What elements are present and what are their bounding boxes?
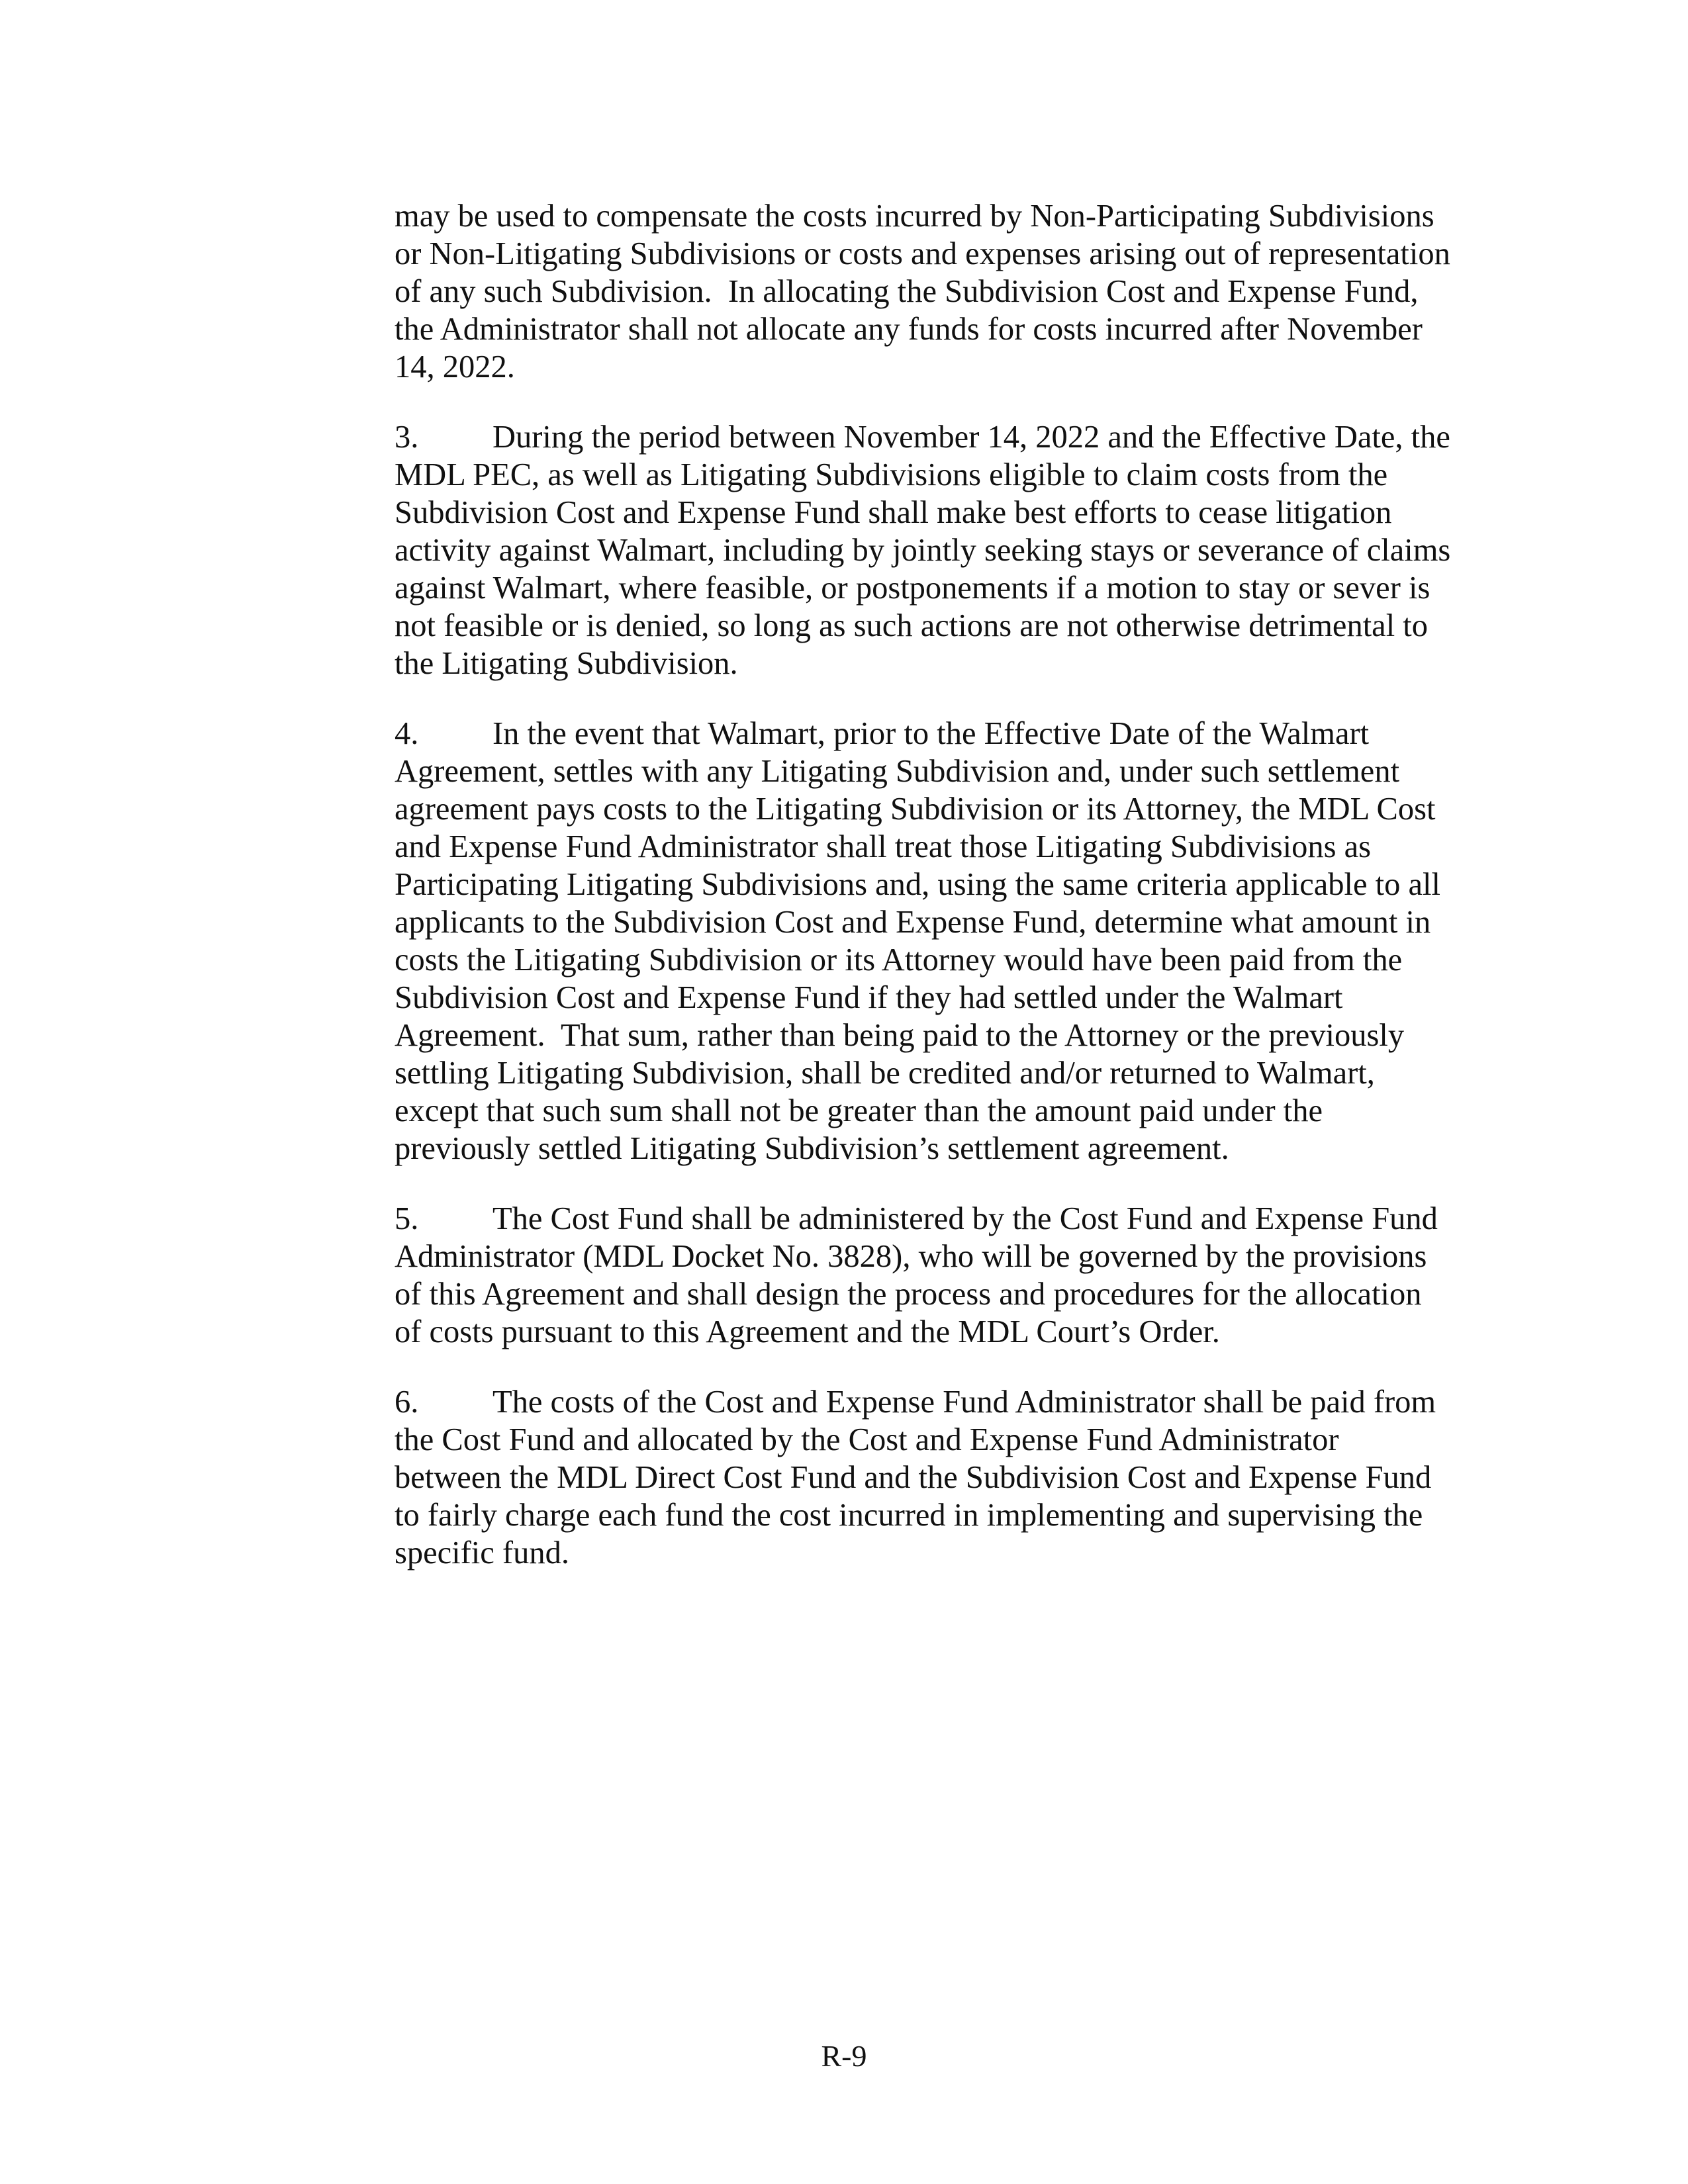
text-line: except that such sum shall not be greater than the amount paid under the [395,1093,1323,1128]
text-line: may be used to compensate the costs incurred by Non-Participating Subdivisions [395,199,1434,234]
text-line: the Litigating Subdivision. [395,646,738,681]
document-body [395,197,1493,1604]
text-line: agreement pays costs to the Litigating Subdivision or its Attorney, the MDL Cost [395,792,1436,827]
paragraph-6 [395,1383,1493,1572]
text-line: Subdivision Cost and Expense Fund shall make best efforts to cease litigation [395,495,1392,530]
text-line: the Cost Fund and allocated by the Cost and Expense Fund Administrator [395,1422,1339,1457]
text-line [395,715,1493,752]
text-line [395,418,1493,456]
text-line-content: The costs of the Cost and Expense Fund Administrator shall be paid from [492,1385,1436,1420]
text-line: between the MDL Direct Cost Fund and the Subdivision Cost and Expense Fund [395,1460,1432,1495]
paragraph-number: 6. [395,1385,419,1420]
paragraph-number: 3. [395,420,419,455]
text-line: against Walmart, where feasible, or postponements if a motion to stay or sever is [395,570,1430,606]
text-line [395,1383,1493,1421]
text-line-content: During the period between November 14, 2022 and the Effective Date, the [492,420,1450,455]
text-line: settling Litigating Subdivision, shall be credited and/or returned to Walmart, [395,1056,1375,1091]
paragraph-continuation [395,197,1493,386]
text-line: applicants to the Subdivision Cost and Expense Fund, determine what amount in [395,905,1431,940]
text-line: previously settled Litigating Subdivision’s settlement agreement. [395,1131,1229,1166]
text-line: Agreement, settles with any Litigating Subdivision and, under such settlement [395,754,1400,789]
text-line-content: The Cost Fund shall be administered by the Cost Fund and Expense Fund [492,1201,1438,1236]
text-line: Agreement. That sum, rather than being paid to the Attorney or the previously [395,1018,1405,1053]
text-line: MDL PEC, as well as Litigating Subdivisions eligible to claim costs from the [395,457,1388,492]
text-line [395,1200,1493,1238]
paragraph-5 [395,1200,1493,1351]
text-line: costs the Litigating Subdivision or its Attorney would have been paid from the [395,942,1403,978]
text-line: of any such Subdivision. In allocating the Subdivision Cost and Expense Fund, [395,274,1419,309]
text-line: and Expense Fund Administrator shall treat those Litigating Subdivisions as [395,829,1372,864]
text-line: of this Agreement and shall design the process and procedures for the allocation [395,1277,1422,1312]
page-number-footer: R-9 [821,2039,867,2073]
text-line: Subdivision Cost and Expense Fund if they had settled under the Walmart [395,980,1343,1015]
paragraph-number: 4. [395,716,419,751]
text-line: 14, 2022. [395,349,515,385]
paragraph-number: 5. [395,1201,419,1236]
text-line: specific fund. [395,1535,569,1570]
paragraph-4 [395,715,1493,1167]
text-line: or Non-Litigating Subdivisions or costs and expenses arising out of representation [395,236,1450,271]
text-line: Administrator (MDL Docket No. 3828), who will be governed by the provisions [395,1239,1427,1274]
text-line-content: In the event that Walmart, prior to the Effective Date of the Walmart [492,716,1370,751]
text-line: activity against Walmart, including by jointly seeking stays or severance of claims [395,533,1451,568]
text-line: of costs pursuant to this Agreement and the MDL Court’s Order. [395,1314,1220,1349]
paragraph-3 [395,418,1493,682]
text-line: not feasible or is denied, so long as such actions are not otherwise detrimental to [395,608,1429,643]
text-line: to fairly charge each fund the cost incurred in implementing and supervising the [395,1498,1423,1533]
text-line: the Administrator shall not allocate any funds for costs incurred after November [395,312,1423,347]
text-line: Participating Litigating Subdivisions and, using the same criteria applicable to all [395,867,1440,902]
